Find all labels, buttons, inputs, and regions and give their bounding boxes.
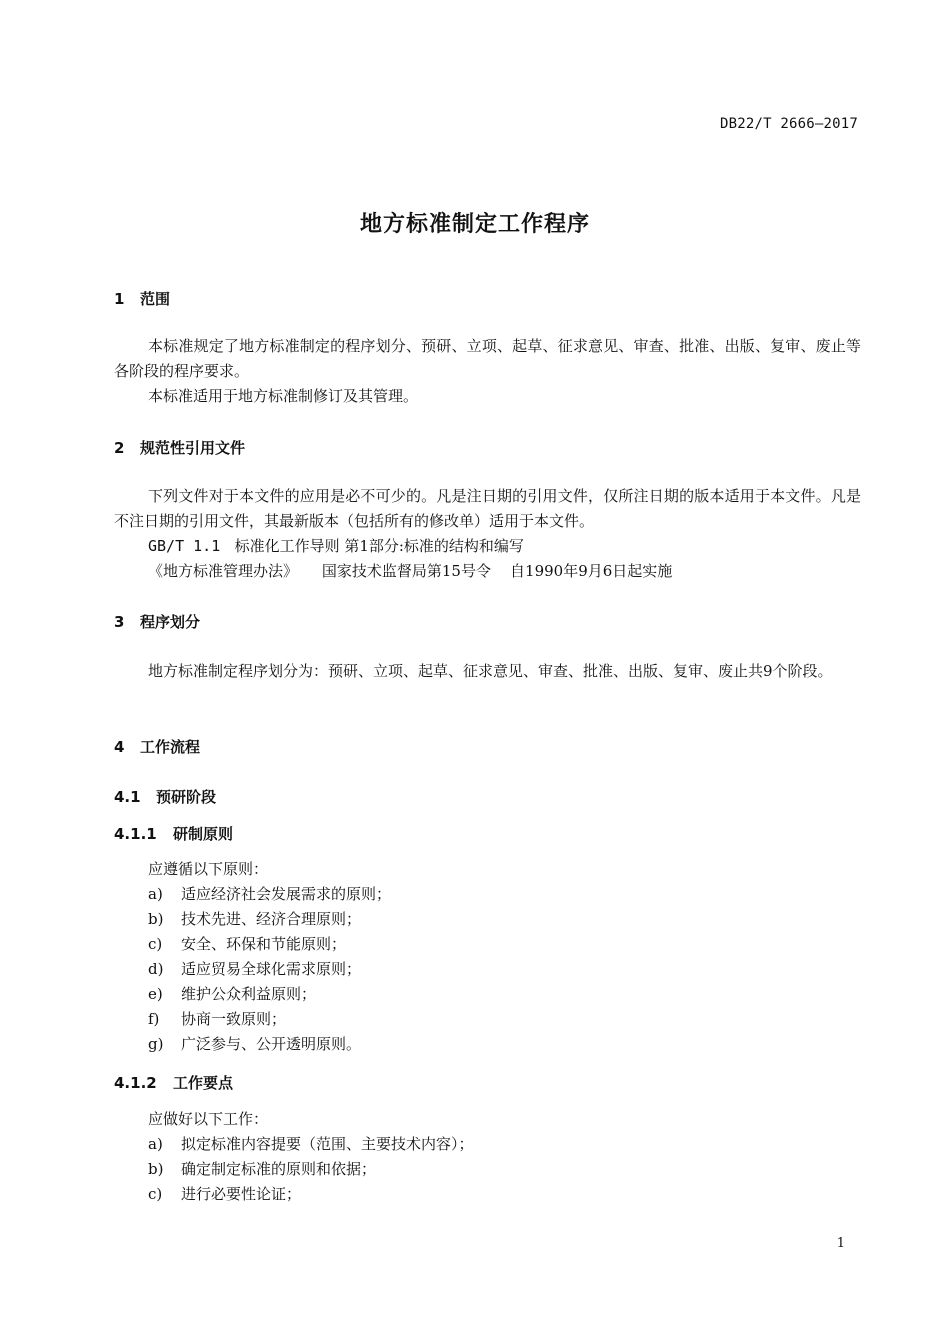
reference-code: 《地方标准管理办法》 bbox=[148, 562, 299, 580]
list-item bbox=[148, 1132, 474, 1157]
section-2-heading bbox=[114, 437, 245, 458]
list-item bbox=[148, 882, 391, 907]
section-4-heading bbox=[114, 736, 200, 757]
list-item bbox=[148, 1157, 376, 1182]
reference-title: 标准化工作导则 第1部分:标准的结构和编写 bbox=[234, 537, 524, 555]
reference-1 bbox=[148, 534, 524, 559]
tasks-intro: 应做好以下工作： bbox=[148, 1110, 269, 1128]
list-text: 确定制定标准的原则和依据； bbox=[181, 1160, 377, 1178]
list-marker: a) bbox=[148, 885, 163, 903]
reference-code: GB/T 1.1 bbox=[148, 537, 221, 555]
list-item bbox=[148, 1182, 301, 1207]
section-1-heading bbox=[114, 288, 170, 309]
list-marker: b) bbox=[148, 1160, 164, 1178]
list-marker: g) bbox=[148, 1035, 164, 1053]
list-marker: c) bbox=[148, 1185, 163, 1203]
reference-title: 国家技术监督局第15号令 bbox=[321, 562, 491, 580]
section-4-1-heading bbox=[114, 786, 216, 807]
list-item bbox=[148, 1007, 286, 1032]
list-text: 维护公众利益原则； bbox=[181, 985, 317, 1003]
section-title: 程序划分 bbox=[140, 613, 201, 631]
list-item bbox=[148, 1032, 361, 1057]
list-marker: f) bbox=[148, 1010, 160, 1028]
list-marker: d) bbox=[148, 960, 164, 978]
list-text: 安全、环保和节能原则； bbox=[181, 935, 347, 953]
list-item bbox=[148, 982, 316, 1007]
list-text: 拟定标准内容提要（范围、主要技术内容）； bbox=[181, 1135, 474, 1153]
page-number: 1 bbox=[836, 1236, 845, 1251]
section-title: 工作流程 bbox=[140, 738, 201, 756]
section-number: 2 bbox=[114, 439, 125, 457]
list-item bbox=[148, 907, 361, 932]
principles-intro: 应遵循以下原则： bbox=[148, 860, 269, 878]
section-1-paragraph-2: 本标准适用于地方标准制修订及其管理。 bbox=[148, 387, 419, 405]
list-text: 广泛参与、公开透明原则。 bbox=[181, 1035, 362, 1053]
section-2-paragraph: 下列文件对于本文件的应用是必不可少的。凡是注日期的引用文件，仅所注日期的版本适用于本文件。凡是不注日期的引用文件，其最新版本（包括所有的修改单）适用于本文件。 bbox=[114, 487, 861, 530]
document-code: DB22/T 2666—2017 bbox=[719, 116, 858, 132]
list-text: 适应经济社会发展需求的原则； bbox=[181, 885, 392, 903]
list-text: 协商一致原则； bbox=[181, 1010, 287, 1028]
list-text: 技术先进、经济合理原则； bbox=[181, 910, 362, 928]
section-title: 研制原则 bbox=[173, 825, 234, 843]
list-text: 进行必要性论证； bbox=[181, 1185, 302, 1203]
section-4-1-2-heading bbox=[114, 1072, 233, 1093]
section-number: 4.1 bbox=[114, 788, 141, 806]
section-number: 3 bbox=[114, 613, 125, 631]
section-4-1-1-heading bbox=[114, 823, 233, 844]
section-3-paragraph: 地方标准制定程序划分为：预研、立项、起草、征求意见、审查、批准、出版、复审、废止共9个阶段。 bbox=[148, 662, 833, 680]
list-text: 适应贸易全球化需求原则； bbox=[181, 960, 362, 978]
reference-2 bbox=[148, 559, 672, 584]
list-item bbox=[148, 932, 346, 957]
section-number: 4.1.2 bbox=[114, 1074, 157, 1092]
list-marker: e) bbox=[148, 985, 163, 1003]
list-marker: a) bbox=[148, 1135, 163, 1153]
section-number: 4.1.1 bbox=[114, 825, 157, 843]
list-item bbox=[148, 957, 361, 982]
section-title: 范围 bbox=[140, 290, 171, 308]
list-marker: c) bbox=[148, 935, 163, 953]
section-title: 工作要点 bbox=[173, 1074, 234, 1092]
section-title: 规范性引用文件 bbox=[140, 439, 246, 457]
section-number: 1 bbox=[114, 290, 125, 308]
list-marker: b) bbox=[148, 910, 164, 928]
section-title: 预研阶段 bbox=[156, 788, 217, 806]
section-number: 4 bbox=[114, 738, 125, 756]
section-3-heading bbox=[114, 611, 200, 632]
document-title: 地方标准制定工作程序 bbox=[359, 212, 590, 237]
reference-extra: 自1990年9月6日起实施 bbox=[510, 562, 673, 580]
section-1-paragraph-1: 本标准规定了地方标准制定的程序划分、预研、立项、起草、征求意见、审查、批准、出版、复审、废止等各阶段的程序要求。 bbox=[114, 337, 861, 380]
